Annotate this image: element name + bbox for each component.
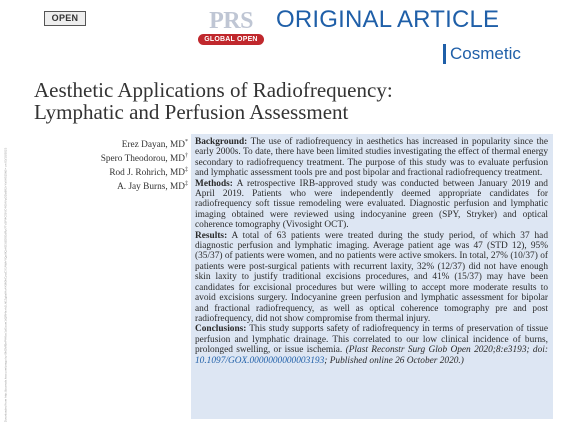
author-affiliation-mark: ‡: [185, 167, 188, 174]
download-watermark-text: Downloaded from http://journals.lww.com/prsgo by BhDMf5ePHKav1zEoum1tQfN4a+kJLhEZgbsIHo4XMi0hCywCX1AWnYQp/IlQrHD3i3D0OdRyi7TvSFl4Cf3VC4/OAVpDDa8K2+Ya6H515kE= on 03/10/2023: [3, 147, 8, 423]
results-label: Results:: [195, 230, 228, 241]
author: [60, 179, 188, 193]
author-affiliation-mark: †: [185, 153, 188, 160]
background-label: Background:: [195, 137, 248, 147]
download-watermark: [3, 143, 7, 428]
author-name: Rod J. Rohrich, MD: [109, 168, 185, 179]
conclusions-label: Conclusions:: [195, 324, 247, 335]
author: [60, 137, 188, 151]
background-text: The use of radiofrequency in aesthetics has increased in popularity since the early 2000s. To date, there have been limited studies investigating the effect of thermal energy secondary to radiofrequency treatment. The purpose of this study was to evaluate perfusion and lymphatic assessment tools pre and post bipolar and fractional radiofrequency treatment.: [195, 137, 548, 179]
author-name: Spero Theodorou, MD: [100, 154, 185, 165]
logo-prs-text: PRS: [209, 8, 253, 34]
doi-link[interactable]: 10.1097/GOX.0000000000003193: [195, 355, 325, 366]
citation-prefix: (Plast Reconstr Surg Glob Open 2020;8:e3193; doi:: [345, 345, 548, 356]
methods-label: Methods:: [195, 178, 233, 189]
author: [60, 165, 188, 179]
abstract-box: [191, 134, 553, 419]
logo-subtitle-bar: GLOBAL OPEN: [198, 34, 264, 45]
abstract-conclusions: [195, 324, 548, 366]
author-name: A. Jay Burns, MD: [117, 182, 185, 193]
author-affiliation-mark: ‡: [185, 181, 188, 188]
section-tag: Cosmetic: [443, 44, 521, 64]
prs-global-open-logo: [196, 8, 266, 50]
article-title: [34, 79, 554, 123]
author: [60, 151, 188, 165]
abstract-results: [195, 231, 548, 325]
author-list: [60, 137, 188, 193]
abstract-methods: [195, 179, 548, 231]
title-line-2: Lymphatic and Perfusion Assessment: [34, 100, 349, 124]
citation-suffix: ; Published online 26 October 2020.): [324, 355, 464, 366]
author-name: Erez Dayan, MD: [121, 140, 185, 151]
title-line-1: Aesthetic Applications of Radiofrequency:: [34, 78, 393, 102]
author-affiliation-mark: *: [185, 139, 188, 145]
article-type-heading: ORIGINAL ARTICLE: [276, 6, 500, 33]
open-access-badge: OPEN: [44, 11, 86, 26]
results-text: A total of 63 patients were treated during the study period, of which 37 had diagnostic perfusion and lymphatic imaging. Average patient age was 47 (STD 12), 95% (35/37) of patients were women, and no patients were active smokers. In total, 27% (10/37) of patients were post-surgical patients with recurrent laxity, 32% (12/37) did not have enough skin laxity to justify traditional excisions procedures, and 41% (15/37) may have been candidates for excisional procedures but were willing to accept more moderate results to avoid excisions surgery. Indocyanine green perfusion and lymphatic assessment for bipolar and fractional radiofrequency, as well as optical coherence tomography pre and post radiofrequency, did not show compromise from thermal injury.: [195, 230, 548, 324]
abstract-background: [195, 137, 548, 179]
methods-text: A retrospective IRB-approved study was conducted between January 2019 and April 2019. Patients who were independently deemed appropriate candidates for radiofrequency soft tissue remodeling were evaluated. Diagnostic perfusion and lymphatic imaging obtained were reviewed using indocyanine green (SPY, Stryker) and optical coherence tomography (Vivosight OCT).: [195, 178, 548, 231]
conclusions-text: This study supports safety of radiofrequency in terms of preservation of tissue perfusion and lymphatic drainage. This correlated to our low clinical incidence of burns, prolonged swelling, or issue ischemia.: [195, 324, 548, 356]
